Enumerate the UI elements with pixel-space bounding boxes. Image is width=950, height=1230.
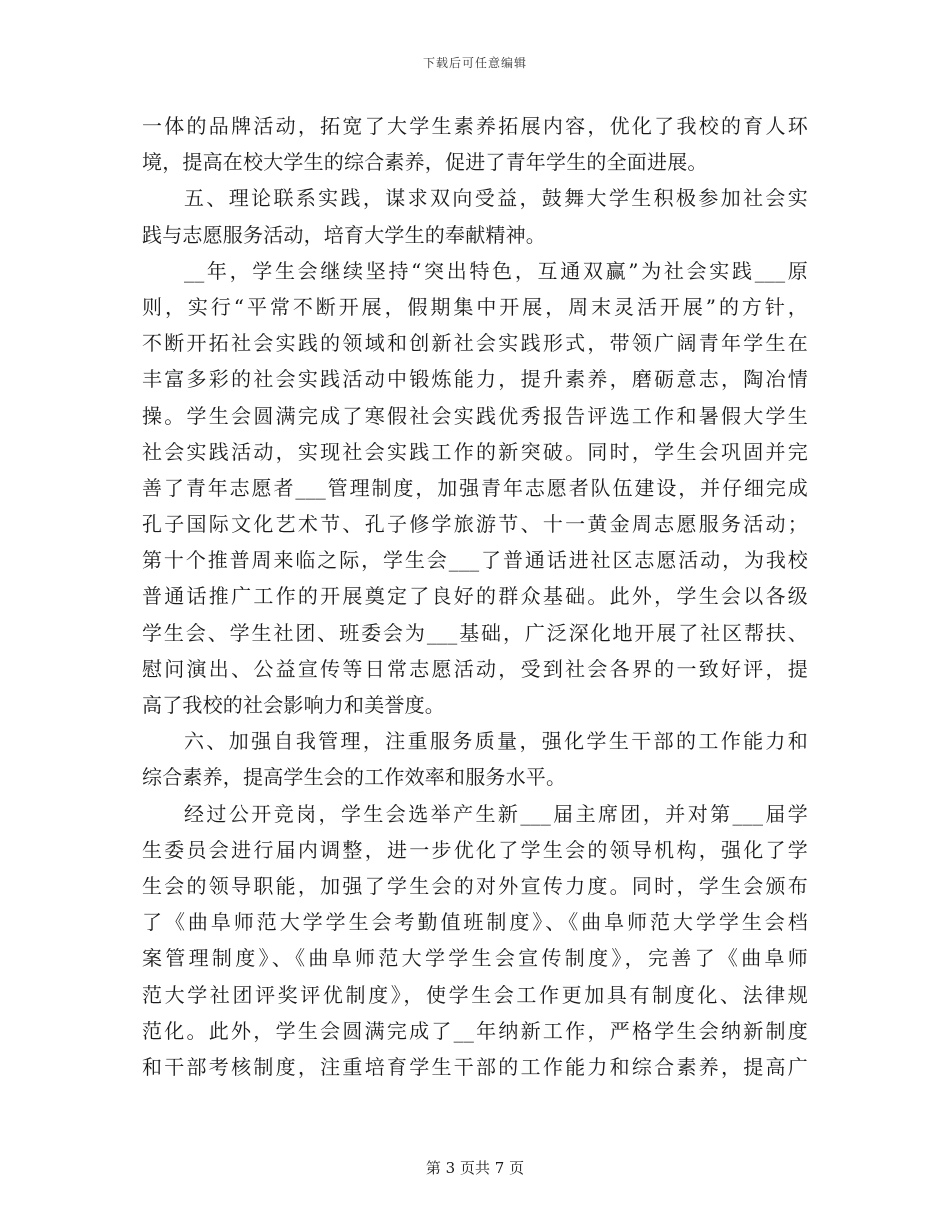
text-line: 生委员会进行届内调整，进一步优化了学生会的领导机构，强化了学 [142, 837, 808, 862]
text-line: 丰富多彩的社会实践活动中锻炼能力，提升素养，磨砺意志，陶冶情 [142, 367, 808, 392]
section-heading-line: 综合素养，提高学生会的工作效率和服务水平。 [142, 765, 567, 790]
section-heading-line: 六、加强自我管理，注重服务质量，强化学生干部的工作能力和 [184, 729, 808, 754]
text-line: 学生会、学生社团、班委会为___基础，广泛深化地开展了社区帮扶、 [142, 620, 808, 645]
text-line: 经过公开竞岗，学生会选举产生新___届主席团，并对第___届学 [184, 801, 808, 826]
text-line: 和干部考核制度，注重培育学生干部的工作能力和综合素养，提高广 [142, 1054, 808, 1079]
text-line: 操。学生会圆满完成了寒假社会实践优秀报告评选工作和暑假大学生 [142, 403, 808, 428]
text-line: 社会实践活动，实现社会实践工作的新突破。同时，学生会巩固并完 [142, 439, 808, 464]
page-number-footer: 第 3 页共 7 页 [425, 1159, 525, 1177]
text-line: __年，学生会继续坚持“突出特色，互通双赢”为社会实践___原 [184, 258, 808, 283]
text-line: 慰问演出、公益宣传等日常志愿活动，受到社会各界的一致好评，提 [142, 656, 808, 681]
text-line: 案管理制度》、《曲阜师范大学学生会宣传制度》，完善了《曲阜师 [142, 946, 808, 971]
text-line: 第十个推普周来临之际，学生会___了普通话进社区志愿活动，为我校 [142, 548, 808, 573]
text-line: 生会的领导职能，加强了学生会的对外宣传力度。同时，学生会颁布 [142, 873, 808, 898]
document-body [142, 108, 808, 1085]
section-heading-line: 践与志愿服务活动，培育大学生的奉献精神。 [142, 222, 546, 247]
text-line: 则，实行“平常不断开展，假期集中开展，周末灵活开展”的方针， [142, 294, 808, 319]
page-header-note: 下载后可任意编辑 [422, 56, 527, 70]
text-line: 范化。此外，学生会圆满完成了__年纳新工作，严格学生会纳新制度 [142, 1018, 808, 1043]
text-line: 不断开拓社会实践的领域和创新社会实践形式，带领广阔青年学生在 [142, 331, 808, 356]
text-line: 境，提高在校大学生的综合素养，促进了青年学生的全面进展。 [142, 150, 708, 175]
text-line: 范大学社团评奖评优制度》，使学生会工作更加具有制度化、法律规 [142, 982, 808, 1007]
text-line: 高了我校的社会影响力和美誉度。 [142, 693, 445, 717]
text-line: 了《曲阜师范大学学生会考勤值班制度》、《曲阜师范大学学生会档 [142, 910, 808, 935]
text-line: 普通话推广工作的开展奠定了良好的群众基础。此外，学生会以各级 [142, 584, 808, 609]
section-heading-line: 五、理论联系实践，谋求双向受益，鼓舞大学生积极参加社会实 [184, 186, 808, 211]
text-line: 孔子国际文化艺术节、孔子修学旅游节、十一黄金周志愿服务活动； [142, 512, 808, 537]
text-line: 善了青年志愿者___管理制度，加强青年志愿者队伍建设，并仔细完成 [142, 475, 808, 500]
text-line: 一体的品牌活动，拓宽了大学生素养拓展内容，优化了我校的育人环 [142, 114, 808, 138]
